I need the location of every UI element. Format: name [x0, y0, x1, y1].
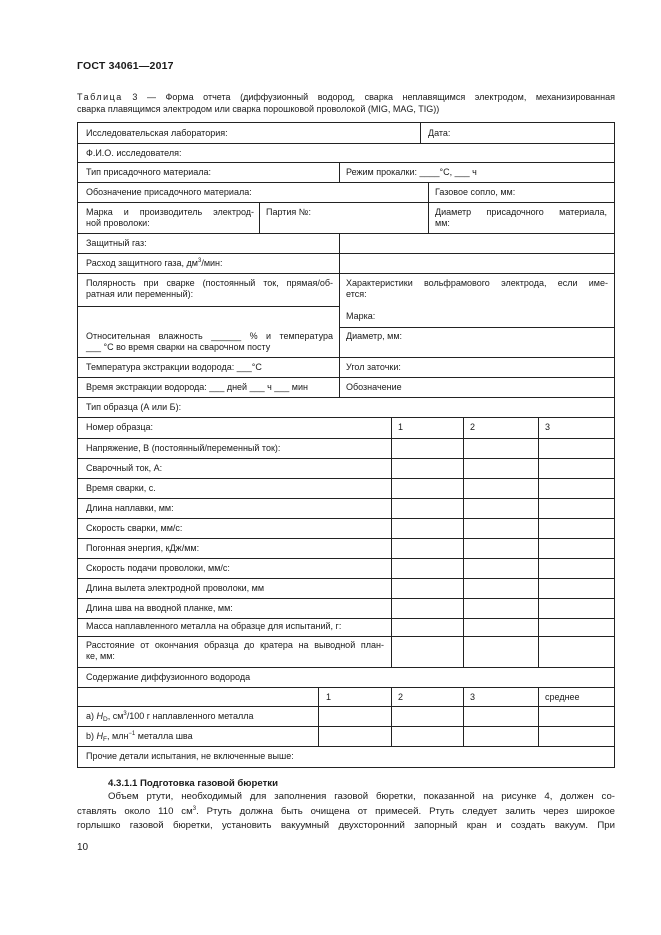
- crater-distance-label: [86, 640, 384, 662]
- report-form-table: [77, 122, 615, 768]
- hf-row-label: b) $H_F$, млн$^{-1}$ металла шва: [86, 731, 193, 743]
- result-column-1: 1: [326, 692, 332, 702]
- caption-number: 3: [132, 92, 138, 102]
- table-row: Погонная энергия, кДж/мм:: [86, 543, 200, 553]
- tungsten-line-2: ется:: [346, 289, 367, 299]
- wire-brand-label: [86, 207, 254, 229]
- extraction-temp-label: Температура экстракции водорода: ___°С: [86, 362, 262, 372]
- result-column-3: 3: [470, 692, 476, 702]
- page-number: 10: [77, 842, 89, 853]
- table-caption: [77, 91, 615, 115]
- gas-nozzle-label: Газовое сопло, мм:: [435, 187, 516, 197]
- table-row: Длина вылета электродной проволоки, мм: [86, 583, 265, 593]
- paragraph-line-1: Объем ртути, необходимый для заполнения газовой бюретки, показанной на рисунке 4, должен со-: [108, 791, 615, 802]
- humidity-line-1: Относительная влажность ______ % и температура: [86, 331, 333, 341]
- lab-label: Исследовательская лаборатория:: [86, 128, 228, 138]
- gas-flow-label: Расход защитного газа, $дм^3$/мин:: [86, 258, 223, 268]
- hd-row-label: a) $H_D$, $см^3/100$ г наплавленного металла: [86, 711, 254, 723]
- date-label: Дата:: [428, 128, 451, 138]
- sample-number-label: Номер образца:: [86, 422, 154, 432]
- other-details-label: Прочие детали испытания, не включенные выше:: [86, 751, 294, 761]
- humidity-label: [86, 331, 333, 353]
- paragraph-line-2: ставлять около 110 $см^3$. Ртуть должна быть очищена от примесей. Ртуть следует залить через широкое: [77, 805, 616, 817]
- table-row: Длина наплавки, мм:: [86, 503, 174, 513]
- mark-label: Марка:: [346, 311, 376, 321]
- polarity-line-2: ратная или переменный):: [86, 289, 194, 299]
- electrode-diameter-label: Диаметр, мм:: [346, 331, 403, 341]
- crater-distance-line-2: ке, мм:: [86, 651, 115, 661]
- caption-line-1: [77, 91, 615, 103]
- crater-distance-line-1: Расстояние от окончания образца до кратера на выводной план-: [86, 640, 384, 650]
- designation-label: Обозначение: [346, 382, 402, 392]
- caption-line-2: сварка плавящимся электродом или сварка порошковой проволокой (MIG, MAG, TIG)): [77, 104, 440, 114]
- paragraph-line-3: горлышко газовой бюретки, установить вакуумный двухсторонний запорный кран и создать вакуум. При: [77, 820, 615, 831]
- tungsten-label: [346, 278, 608, 300]
- table-row: Скорость сварки, мм/с:: [86, 523, 183, 533]
- humidity-line-2: ___ °С во время сварки на сварочном посту: [86, 342, 271, 352]
- table-row: Длина шва на вводной планке, мм:: [86, 603, 233, 613]
- filler-type-label: Тип присадочного материала:: [86, 167, 212, 177]
- sharpening-angle-label: Угол заточки:: [346, 362, 401, 372]
- table-row: Сварочный ток, А:: [86, 463, 163, 473]
- table-row: Масса наплавленного металла на образце для испытаний, г:: [86, 621, 342, 631]
- table-row: Скорость подачи проволоки, мм/с:: [86, 563, 230, 573]
- wire-brand-line-2: ной проволоки:: [86, 218, 150, 228]
- wire-brand-line-1: Марка и производитель электрод-: [86, 207, 254, 217]
- extraction-time-label: Время экстракции водорода: ___ дней ___ ч ___ мин: [86, 382, 308, 392]
- filler-diameter-label: [435, 207, 607, 229]
- table-row: Напряжение, В (постоянный/переменный ток):: [86, 443, 281, 453]
- tungsten-line-1: Характеристики вольфрамового электрода, если име-: [346, 278, 608, 288]
- caption-label: Таблица: [77, 92, 123, 102]
- section-paragraph: [77, 790, 615, 834]
- sample-column-3: 3: [545, 422, 551, 432]
- sample-column-2: 2: [470, 422, 476, 432]
- polarity-line-1: Полярность при сварке (постоянный ток, прямая/об-: [86, 278, 333, 288]
- result-column-2: 2: [398, 692, 404, 702]
- researcher-label: Ф.И.О. исследователя:: [86, 148, 182, 158]
- caption-text-1: — Форма отчета (диффузионный водород, сварка неплавящимся электродом, механизированная: [137, 92, 615, 102]
- table-row: Время сварки, с.: [86, 483, 156, 493]
- result-column-average: среднее: [545, 692, 580, 702]
- hydrogen-content-label: Содержание диффузионного водорода: [86, 672, 251, 682]
- polarity-label: [86, 278, 333, 300]
- sample-type-label: Тип образца (А или Б):: [86, 402, 182, 412]
- section-title: 4.3.1.1 Подготовка газовой бюретки: [108, 778, 278, 789]
- filler-designation-label: Обозначение присадочного материала:: [86, 187, 252, 197]
- document-id: ГОСТ 34061—2017: [77, 60, 174, 72]
- sample-column-1: 1: [398, 422, 404, 432]
- filler-diameter-line-1: Диаметр присадочного материала,: [435, 207, 607, 217]
- batch-label: Партия №:: [266, 207, 311, 217]
- filler-diameter-line-2: мм:: [435, 218, 450, 228]
- calcination-label: Режим прокалки: ____°С, ___ ч: [346, 167, 477, 177]
- shield-gas-label: Защитный газ:: [86, 238, 147, 248]
